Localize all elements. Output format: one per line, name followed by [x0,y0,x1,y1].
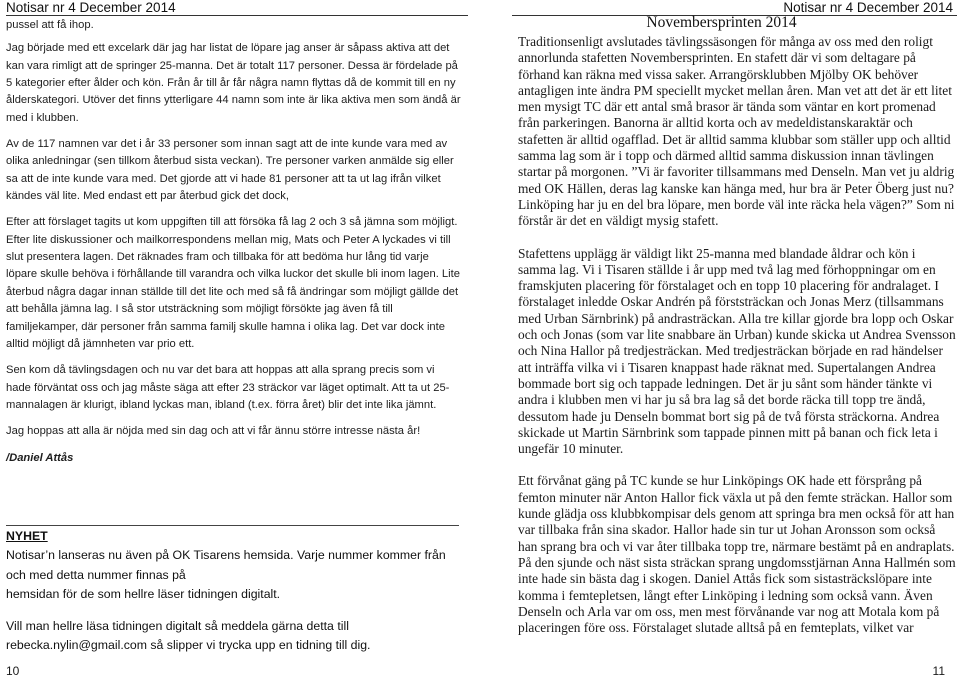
nyhet-title: NYHET [6,529,48,543]
spacer [6,414,462,423]
nyhet-line: hemsidan för de som hellre läser tidningen digitalt. [6,586,281,601]
left-paragraph: Efter att förslaget tagits ut kom uppgiften till att försöka få lag 2 och 3 så jämna som möjligt. Efter lite diskussioner och mailkorrespondens mellan mig, Mats och Peter A lyckades vi till slut presentera lagen. Det räknades fram och tillbaka för att bedöma hur lång tid varje löpare skulle behöva i förhållande till varandra och vilka luckor det skulle bli inom lagen. Lite återbud några dagar innan ställde till det lite och med så få ändringar som möjligt gällde det att behålla jämna lag. I så stor utsträckning som möjligt försökte jag även få till familjekamper, där personer från samma familj skulle hamna i olika lag. Det var dock inte alltid möjligt då jämnheten var prio ett. [6,216,460,350]
left-paragraph: Sen kom då tävlingsdagen och nu var det bara att hoppas att alla sprang precis som vi hade förväntat oss och jag måste säga att efter 23 sträckor var läget optimalt. Att ta ut 25-mannalagen är klurigt, ibland lyckas man, ibland (t.ex. förra året) blir det inte lika jämnt. [6,364,450,411]
left-paragraph: pussel att få ihop. [6,19,94,31]
right-paragraph: Traditionsenligt avslutades tävlingssäsongen för många av oss med den roligt annorlunda stafetten Novembersprinten. En stafett där vi som deltagare på förhand kan räkna med vissa saker. Arrangörsklubben Mjölby OK behöver antagligen inte ändra PM speciellt mycket mellan åren. Man vet att det är ett litet men mysigt TC där ett antal små brasor är tända som väntar en kort promenad från parkeringen. Banorna är alltid korta och av medeldistanskaraktär och stafetten är alltid ogafflad. Det är alltid samma klubbar som ställer upp och alltid samma lag som är i topp och därmed alltid samma diskussion innan tävlingen startar på morgonen. ”Vi är favoriter tillsammans med Denseln. Man vet ju aldrig med OK Hällen, deras lag kanske kan hänga med, hur bra är Peter Öberg just nu? Linköping har ju en del bra löpare, men borde väl inte räcka hela vägen?” Som ni förstår är det en väldigt mysig stafett. [518,34,955,229]
nyhet-line: Notisar’n lanseras nu även på OK Tisarens hemsida. Varje nummer kommer från och med detta nummer finnas på [6,548,446,582]
right-article [518,34,956,636]
right-page-number: 11 [932,664,945,678]
left-header: Notisar nr 4 December 2014 [6,0,176,15]
left-article [6,17,462,467]
spacer [6,441,462,450]
spacer [518,230,956,246]
spacer [6,604,462,617]
left-paragraph: Av de 117 namnen var det i år 33 personer som innan sagt att de inte kunde vara med av olika anledningar (sen tillkom återbud sista veckan). Tre personer varken anmälde sig eller sa att de inte kunde vara med. Det gjorde att vi hade 81 personer att ta ut lag ifrån vilket kändes väl lite. Med endast ett par återbud gick det dock, [6,138,454,203]
right-header: Notisar nr 4 December 2014 [783,0,953,15]
spacer [6,127,462,136]
nyhet-rule [6,525,459,526]
left-paragraph: Jag började med ett excelark där jag har listat de löpare jag anser är såpass aktiva att det kan vara rimligt att de springer 25-manna. Det är totalt 117 personer. Dessa är fördelade på 5 kategorier efter ålder och kön. Från år till år får några namn flyttas då de kommit till en ny ålderskategori. Utöver det finns ytterligare 44 namn som inte är lika aktiva men som ändå är med i klubben. [6,42,461,124]
right-paragraph: Ett förvånat gäng på TC kunde se hur Linköpings OK hade ett försprång på femton minuter när Anton Hallor fick växla ut på den femte sträckan. Hallor som kunde glädja oss klubbkompisar dels genom att springa bra men också för att han var tillbaka från sina skador. Hallor hade sin tur ut Johan Aronsson som också han sprang bra och vi var åter tillbaka topp tre, närmare bestämt på en andraplats. På den sjunde och näst sista sträckan sprang ungdomsstjärnan Anna Hallmén som inte hade sin bästa dag i skogen. Daniel Attås fick som sistasträckslöpare inte komma i femtepletsen, långt efter Linköping i ledning som också vann. Även Denseln och Arla var om oss, men mest förvånande var nog att Motala kom på placeringen före oss. Förstalaget slutade alltså på en femteplats, vilket var [518,473,956,636]
nyhet-line: Vill man hellre läsa tidningen digitalt så meddela gärna detta till rebecka.nylin@gmail.com så slipper vi trycka upp en tidning till dig. [6,619,371,653]
signature: /Daniel Attås [6,451,74,464]
spacer [6,205,462,214]
left-header-rule [6,15,468,16]
right-paragraph: Stafettens upplägg är väldigt likt 25-manna med blandade åldrar och kön i samma lag. Vi i Tisaren ställde i år upp med två lag med förhoppningar om en framskjuten placering för förstalaget och en topp 10 placering för andralaget. I förstalaget inledde Oskar Andrén på förststräckan och Jonas Merz (tillsammans med Urban Särnbrink) på andrasträckan. Alla tre killar gjorde bra lopp och Oskar och och Jonas (som var lite snabbare än Urban) kunde skicka ut Andrea Svensson och Nina Hallor på tredjesträckan. Med tredjesträckan började en rad händelser att inträffa vilka vi i Tisaren knappast hade räknat med. Supertalangen Andrea bommade bort sig och tappade ledningen. Det är ju sånt som händer tänkte vi andra i klubben men vi har ju så bra lag så det borde räcka till topp tre ändå, dessutom hade ju Denseln bommat bort sig på de två första sträckorna. Andrea skickade ut Martin Särnbrink som tappade pinnen mitt på banan och fick leta i ungefär 10 minuter. [518,245,956,457]
article-title: Novembersprinten 2014 [646,14,797,31]
spacer [518,457,956,473]
left-paragraph: Jag hoppas att alla är nöjda med sin dag och att vi får ännu större intresse nästa år! [6,425,421,438]
nyhet-box [6,527,462,656]
spacer [6,353,462,362]
left-page-number: 10 [6,664,20,678]
